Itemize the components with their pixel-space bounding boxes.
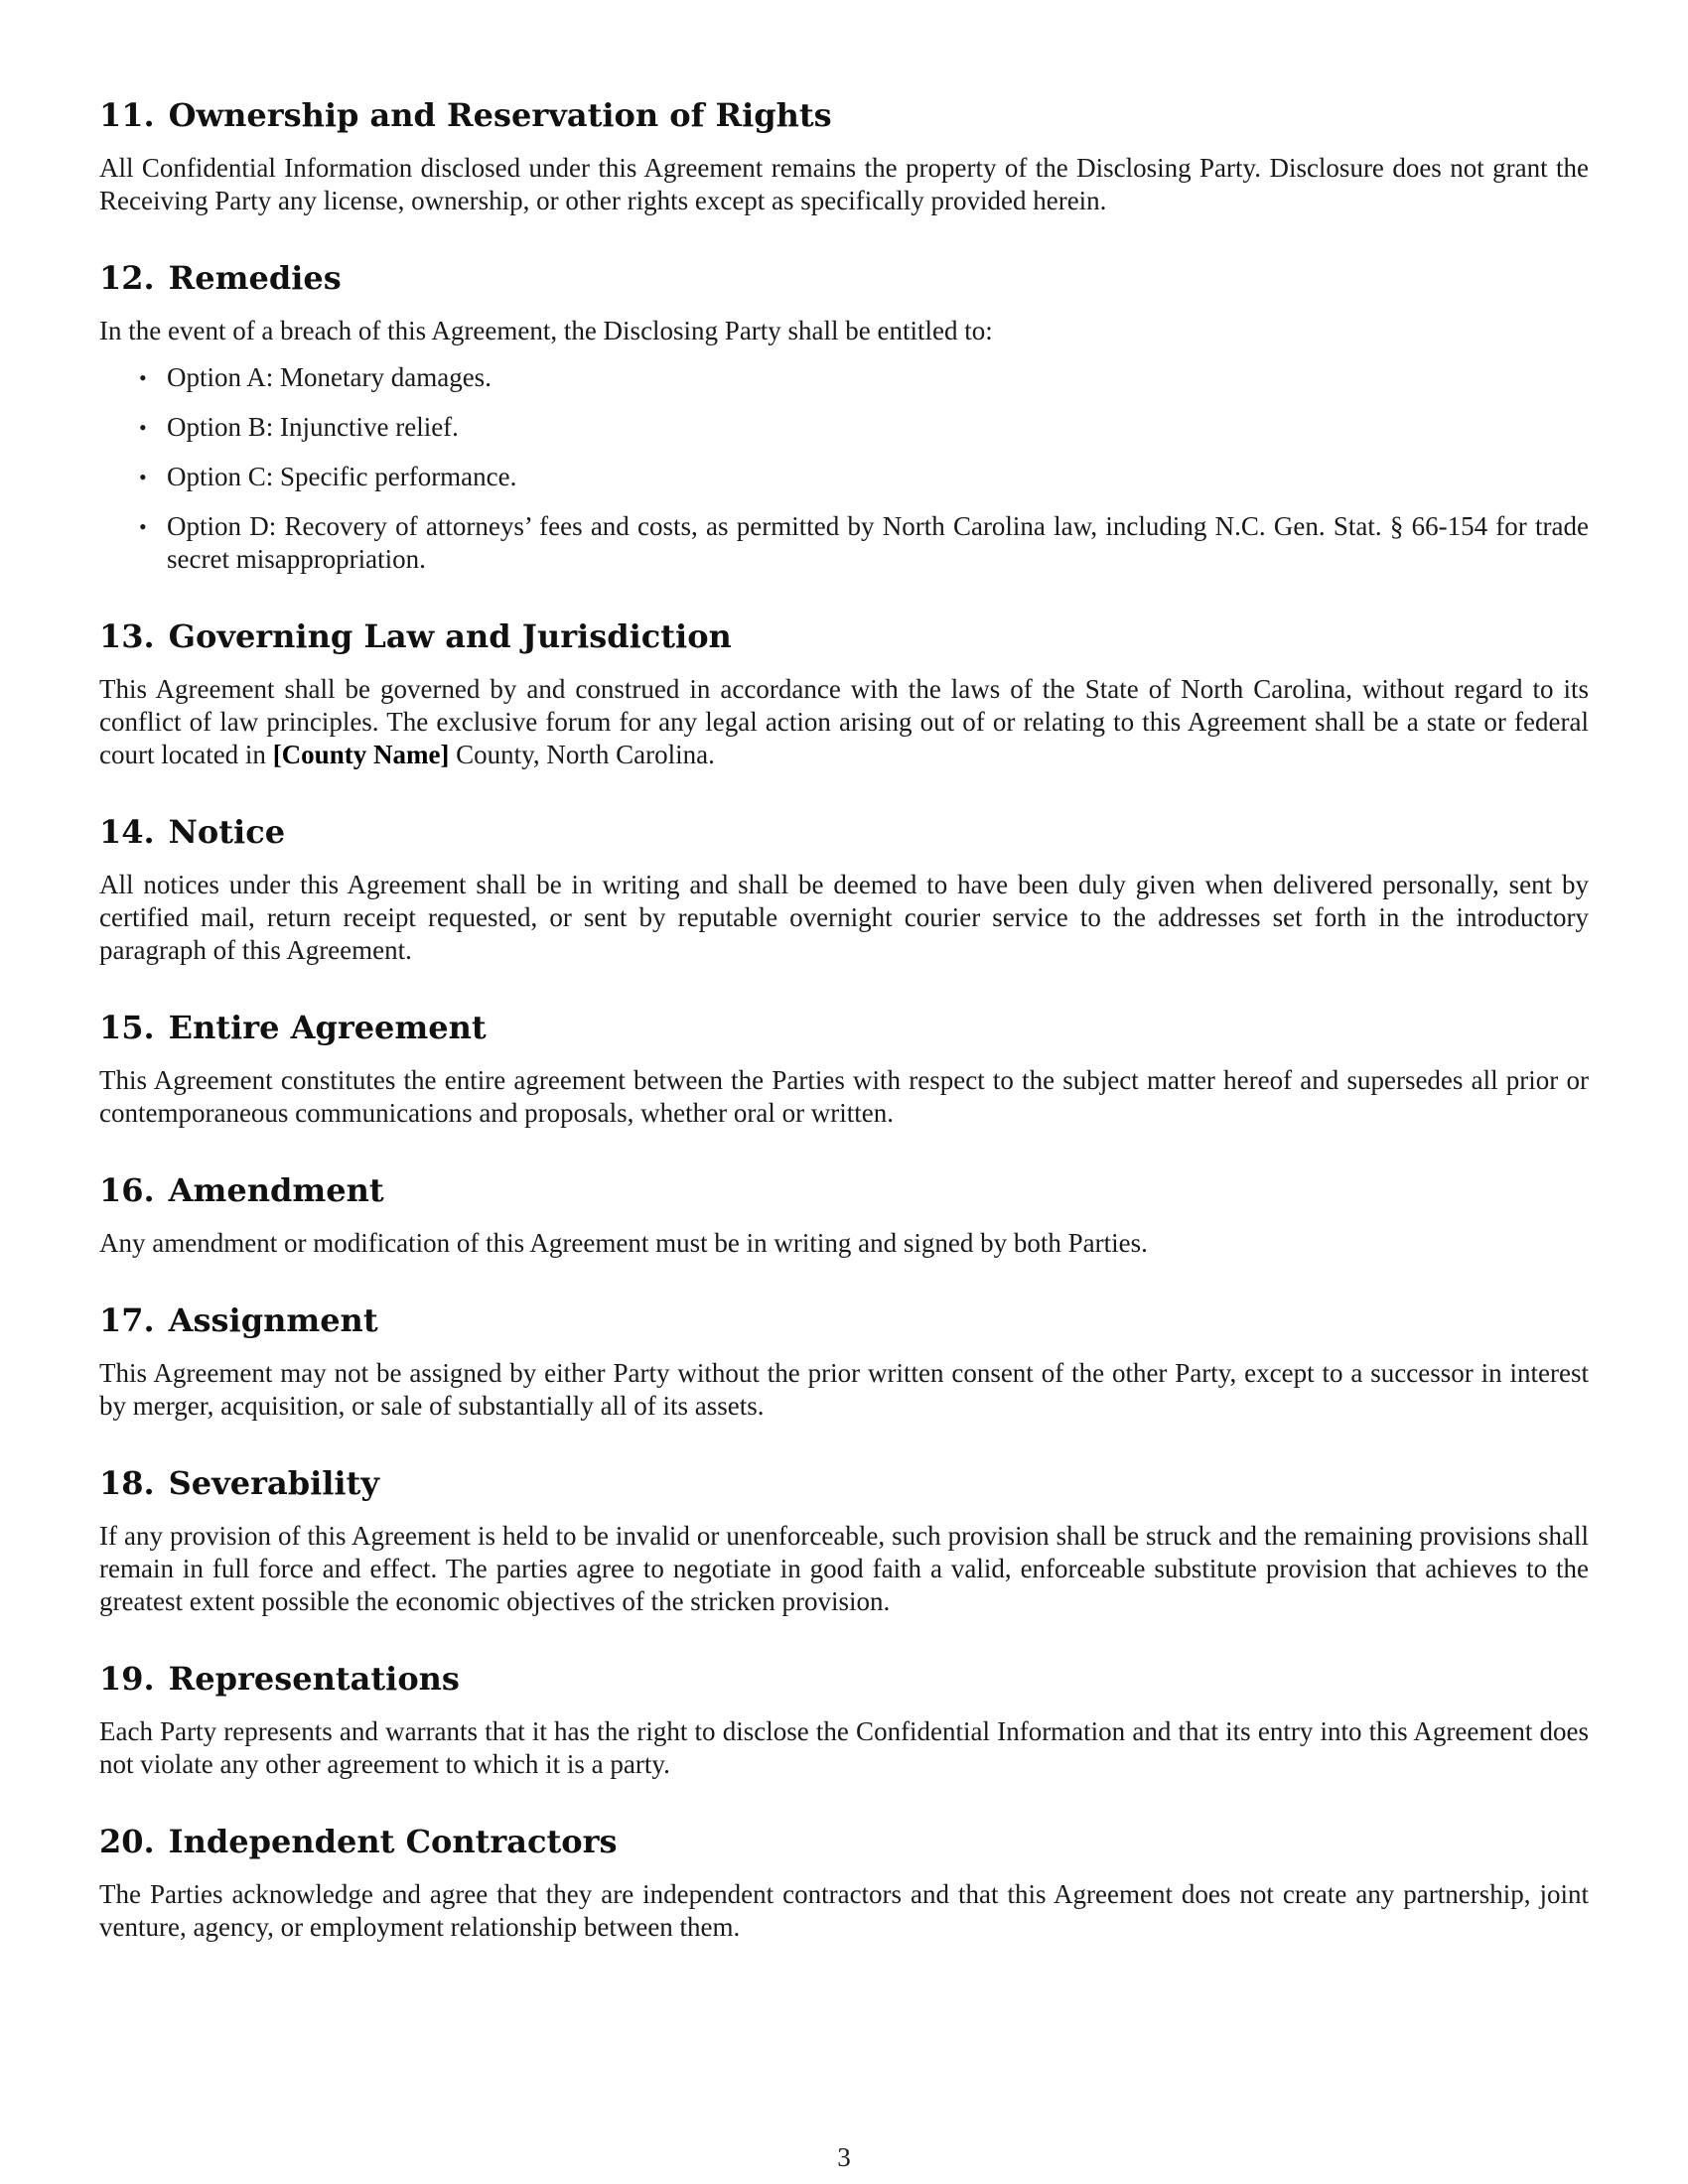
section-remedies (99, 257, 1589, 576)
section-number: 14. (99, 813, 155, 851)
section-body: If any provision of this Agreement is held to be invalid or unenforceable, such provision shall be struck and the remaining provisions shall remain in full force and effect. The parties agree to negotiate in good faith a valid, enforceable substitute provision that achieves to the greatest extent possible the economic objectives of the stricken provision. (99, 1521, 1589, 1616)
section-body: This Agreement may not be assigned by either Party without the prior written consent of the other Party, except to a successor in interest by merger, acquisition, or sale of substantially all of its assets. (99, 1358, 1589, 1421)
section-heading (99, 1462, 1589, 1504)
section-heading (99, 1007, 1589, 1048)
page-number: 3 (837, 2142, 851, 2172)
section-body: All notices under this Agreement shall be in writing and shall be deemed to have been duly given when delivered personally, sent by certified mail, return receipt requested, or sent by reputable overnight courier service to the addresses set forth in the introductory paragraph of this Agreement. (99, 870, 1589, 965)
section-governing-law (99, 615, 1589, 771)
section-heading (99, 1821, 1589, 1862)
section-title: Ownership and Reservation of Rights (168, 96, 832, 134)
section-body-text: This Agreement shall be governed by and construed in accordance with the laws of the State of North Carolina, without regard to its conflict of law principles. The exclusive forum for any legal action arising out of or relating to this Agreement shall be a state or federal court located in (99, 674, 1589, 769)
list-item (99, 510, 1589, 576)
section-heading (99, 1658, 1589, 1700)
section-heading (99, 257, 1589, 299)
list-item (99, 411, 1589, 444)
section-body: This Agreement constitutes the entire agreement between the Parties with respect to the subject matter hereof and supersedes all prior or contemporaneous communications and proposals, whether oral or written. (99, 1065, 1589, 1128)
section-representations (99, 1658, 1589, 1781)
remedies-list (99, 361, 1589, 576)
section-body (99, 673, 1589, 771)
list-item (99, 361, 1589, 394)
section-heading (99, 615, 1589, 657)
section-number: 17. (99, 1301, 155, 1339)
section-number: 20. (99, 1823, 155, 1860)
bullet-icon: • (139, 365, 147, 390)
section-number: 19. (99, 1660, 155, 1698)
section-number: 13. (99, 617, 155, 655)
section-body: Each Party represents and warrants that it has the right to disclose the Confidential Information and that its entry into this Agreement does not violate any other agreement to which it is a party. (99, 1716, 1589, 1779)
section-title: Amendment (168, 1171, 384, 1209)
section-body: The Parties acknowledge and agree that they are independent contractors and that this Agreement does not create any partnership, joint venture, agency, or employment relationship between them. (99, 1879, 1589, 1942)
section-amendment (99, 1169, 1589, 1260)
section-notice (99, 811, 1589, 967)
list-item-text: Option C: Specific performance. (167, 462, 517, 491)
bullet-icon: • (139, 465, 147, 489)
section-body: All Confidential Information disclosed under this Agreement remains the property of the Disclosing Party. Disclosure does not grant the Receiving Party any license, ownership, or other rights except as specifically provided herein. (99, 153, 1589, 215)
section-number: 12. (99, 259, 155, 297)
section-number: 15. (99, 1009, 155, 1046)
section-body: Any amendment or modification of this Agreement must be in writing and signed by both Parties. (99, 1228, 1148, 1258)
section-title: Notice (168, 813, 286, 851)
section-body: In the event of a breach of this Agreement, the Disclosing Party shall be entitled to: (99, 316, 993, 345)
section-heading (99, 1299, 1589, 1341)
section-title: Entire Agreement (168, 1009, 487, 1046)
bullet-icon: • (139, 514, 147, 539)
section-title: Remedies (168, 259, 342, 297)
section-body-text: County, North Carolina. (449, 740, 715, 769)
section-title: Representations (168, 1660, 460, 1698)
section-title: Assignment (168, 1301, 378, 1339)
section-number: 18. (99, 1464, 155, 1502)
section-number: 11. (99, 96, 155, 134)
section-title: Independent Contractors (168, 1823, 618, 1860)
list-item-text: Option D: Recovery of attorneys’ fees and costs, as permitted by North Carolina law, including N.C. Gen. Stat. § 66-154 for trade secret misappropriation. (167, 511, 1589, 574)
section-ownership (99, 94, 1589, 217)
section-heading (99, 1169, 1589, 1211)
section-number: 16. (99, 1171, 155, 1209)
section-entire-agreement (99, 1007, 1589, 1130)
section-heading (99, 94, 1589, 136)
section-title: Governing Law and Jurisdiction (168, 617, 732, 655)
list-item-text: Option A: Monetary damages. (167, 362, 492, 392)
section-assignment (99, 1299, 1589, 1423)
bullet-icon: • (139, 415, 147, 440)
county-placeholder: [County Name] (272, 740, 450, 769)
section-title: Severability (168, 1464, 379, 1502)
list-item-text: Option B: Injunctive relief. (167, 412, 459, 442)
section-severability (99, 1462, 1589, 1618)
list-item (99, 461, 1589, 493)
document-page (99, 94, 1589, 1983)
section-independent-contractors (99, 1821, 1589, 1944)
section-heading (99, 811, 1589, 853)
